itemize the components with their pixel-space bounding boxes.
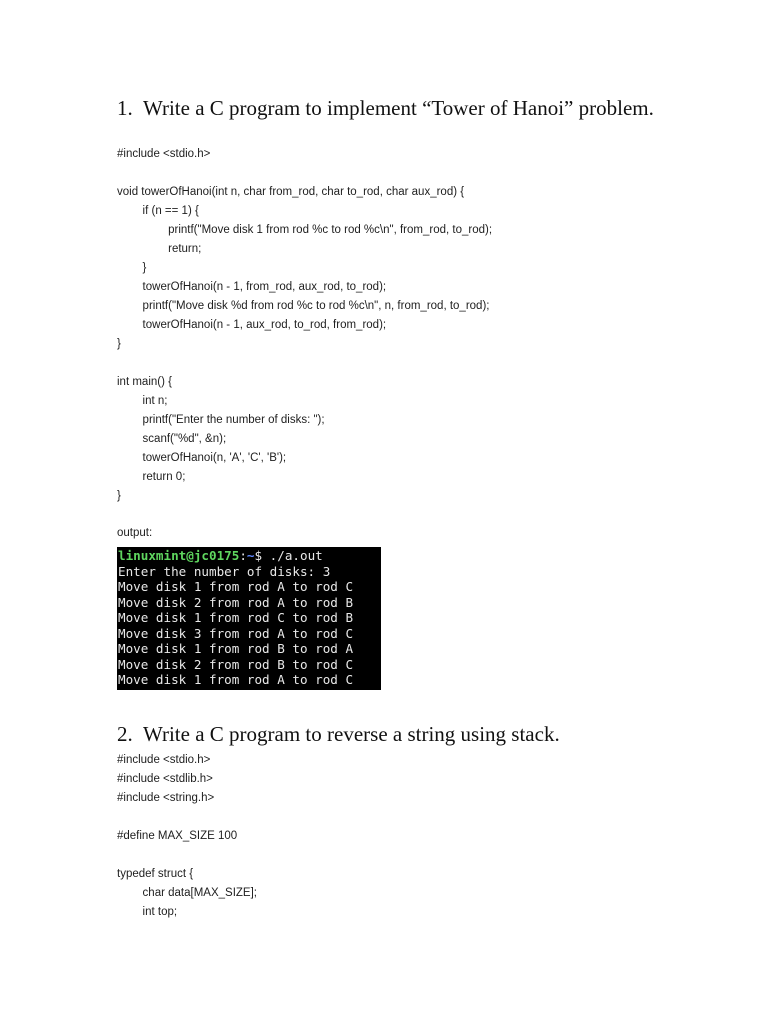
terminal-line: Move disk 3 from rod A to rod C (118, 625, 354, 641)
terminal-prompt-user: linuxmint@jc0175 (118, 548, 240, 563)
code-line: typedef struct { (117, 868, 194, 880)
code-line: #define MAX_SIZE 100 (117, 830, 238, 842)
code-line: #include <string.h> (117, 792, 215, 804)
code-line: return; (117, 243, 202, 255)
section-2-code-block (117, 751, 257, 922)
terminal-prompt-line (117, 548, 381, 564)
code-line (117, 808, 257, 827)
section-2-heading (117, 722, 560, 746)
code-line (117, 846, 257, 865)
code-line: #include <stdio.h> (117, 754, 211, 766)
code-line (117, 164, 492, 183)
terminal-prompt-path: ~ (246, 548, 255, 563)
terminal-output-screenshot (117, 547, 381, 690)
code-line: scanf("%d", &n); (117, 433, 227, 445)
code-line (117, 354, 492, 373)
terminal-line: Move disk 2 from rod B to rod C (118, 656, 354, 672)
code-line: int n; (117, 395, 168, 407)
code-line: } (117, 262, 147, 274)
terminal-line: Move disk 1 from rod A to rod C (118, 579, 354, 594)
terminal-line: Move disk 1 from rod A to rod C (118, 672, 354, 687)
code-line: if (n == 1) { (117, 205, 199, 217)
code-line: int top; (117, 906, 178, 918)
terminal-prompt-separator: : (239, 548, 247, 563)
terminal-output-lines (117, 564, 381, 688)
terminal-line: Move disk 1 from rod B to rod A (118, 641, 354, 656)
code-line: towerOfHanoi(n - 1, aux_rod, to_rod, from_rod); (117, 319, 387, 331)
code-line: towerOfHanoi(n, 'A', 'C', 'B'); (117, 452, 287, 464)
code-line: } (117, 338, 121, 350)
code-line: } (117, 490, 121, 502)
section-1-title: Write a C program to implement “Tower of Hanoi” problem. (143, 96, 654, 120)
output-label: output: (117, 527, 153, 539)
section-1-number: 1. (117, 96, 133, 120)
section-2-number: 2. (117, 722, 133, 746)
terminal-line: Move disk 2 from rod A to rod B (118, 594, 354, 610)
section-1-code-block (117, 145, 492, 506)
code-line: #include <stdlib.h> (117, 773, 213, 785)
section-1-heading (117, 96, 654, 120)
code-line: return 0; (117, 471, 186, 483)
code-line: printf("Move disk 1 from rod %c to rod %c\n", from_rod, to_rod); (117, 224, 493, 236)
code-line: int main() { (117, 376, 172, 388)
code-line: void towerOfHanoi(int n, char from_rod, char to_rod, char aux_rod) { (117, 186, 465, 198)
section-2-title: Write a C program to reverse a string using stack. (143, 722, 560, 746)
terminal-prompt-command: $ ./a.out (254, 548, 323, 563)
terminal-line: Enter the number of disks: 3 (118, 563, 331, 579)
code-line: #include <stdio.h> (117, 148, 211, 160)
code-line: char data[MAX_SIZE]; (117, 887, 257, 899)
code-line: printf("Enter the number of disks: "); (117, 414, 325, 426)
code-line: towerOfHanoi(n - 1, from_rod, aux_rod, to_rod); (117, 281, 387, 293)
code-line: printf("Move disk %d from rod %c to rod %c\n", n, from_rod, to_rod); (117, 300, 490, 312)
terminal-line: Move disk 1 from rod C to rod B (118, 610, 354, 625)
